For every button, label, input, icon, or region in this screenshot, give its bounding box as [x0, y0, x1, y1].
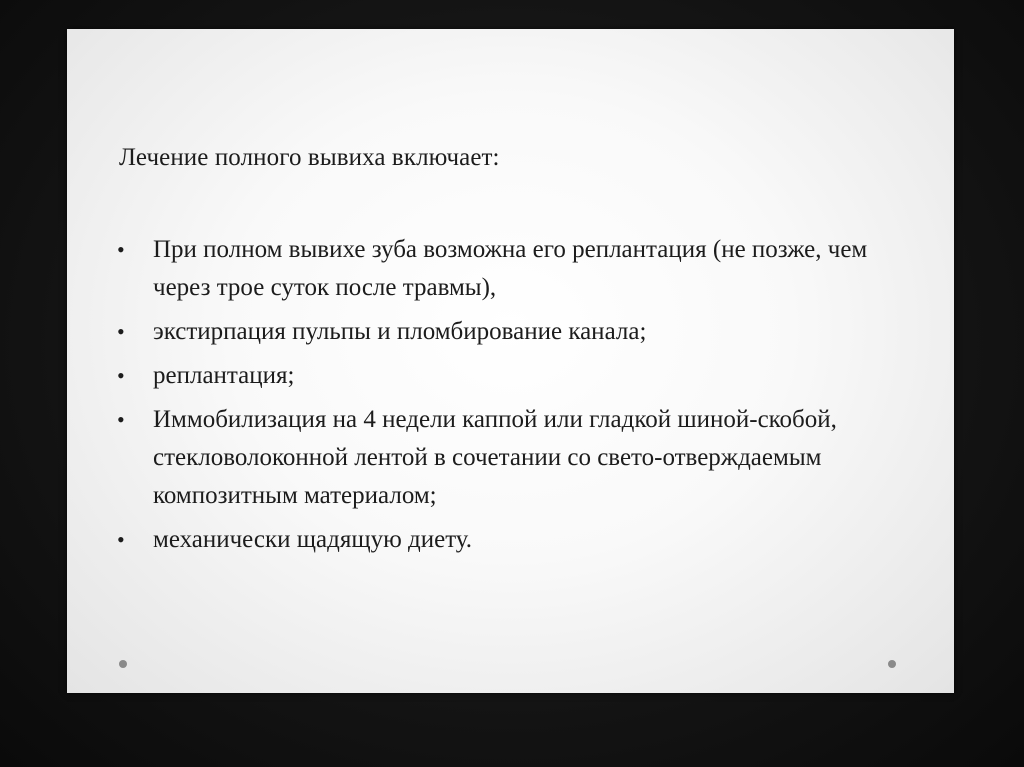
bullet-item-replantation: • реплантация; [117, 357, 887, 395]
bullet-item-diet: • механически щадящую диету. [117, 521, 887, 559]
bullet-item-pulp-extirpation: • экстирпация пульпы и пломбирование канала; [117, 313, 887, 351]
bullet-item-replantation-time: • При полном вывихе зуба возможна его реплантация (не позже, чем через трое суток после травмы), [117, 231, 887, 307]
bullet-list [117, 231, 887, 565]
corner-dot-left [119, 660, 127, 668]
slide [67, 29, 954, 693]
corner-dot-right [888, 660, 896, 668]
slide-heading: Лечение полного вывиха включает: [119, 144, 500, 171]
bullet-item-immobilization: • Иммобилизация на 4 недели каппой или гладкой шиной-скобой, стекловолоконной лентой в сочетании со свето-отверждаемым композитным материалом; [117, 401, 887, 515]
